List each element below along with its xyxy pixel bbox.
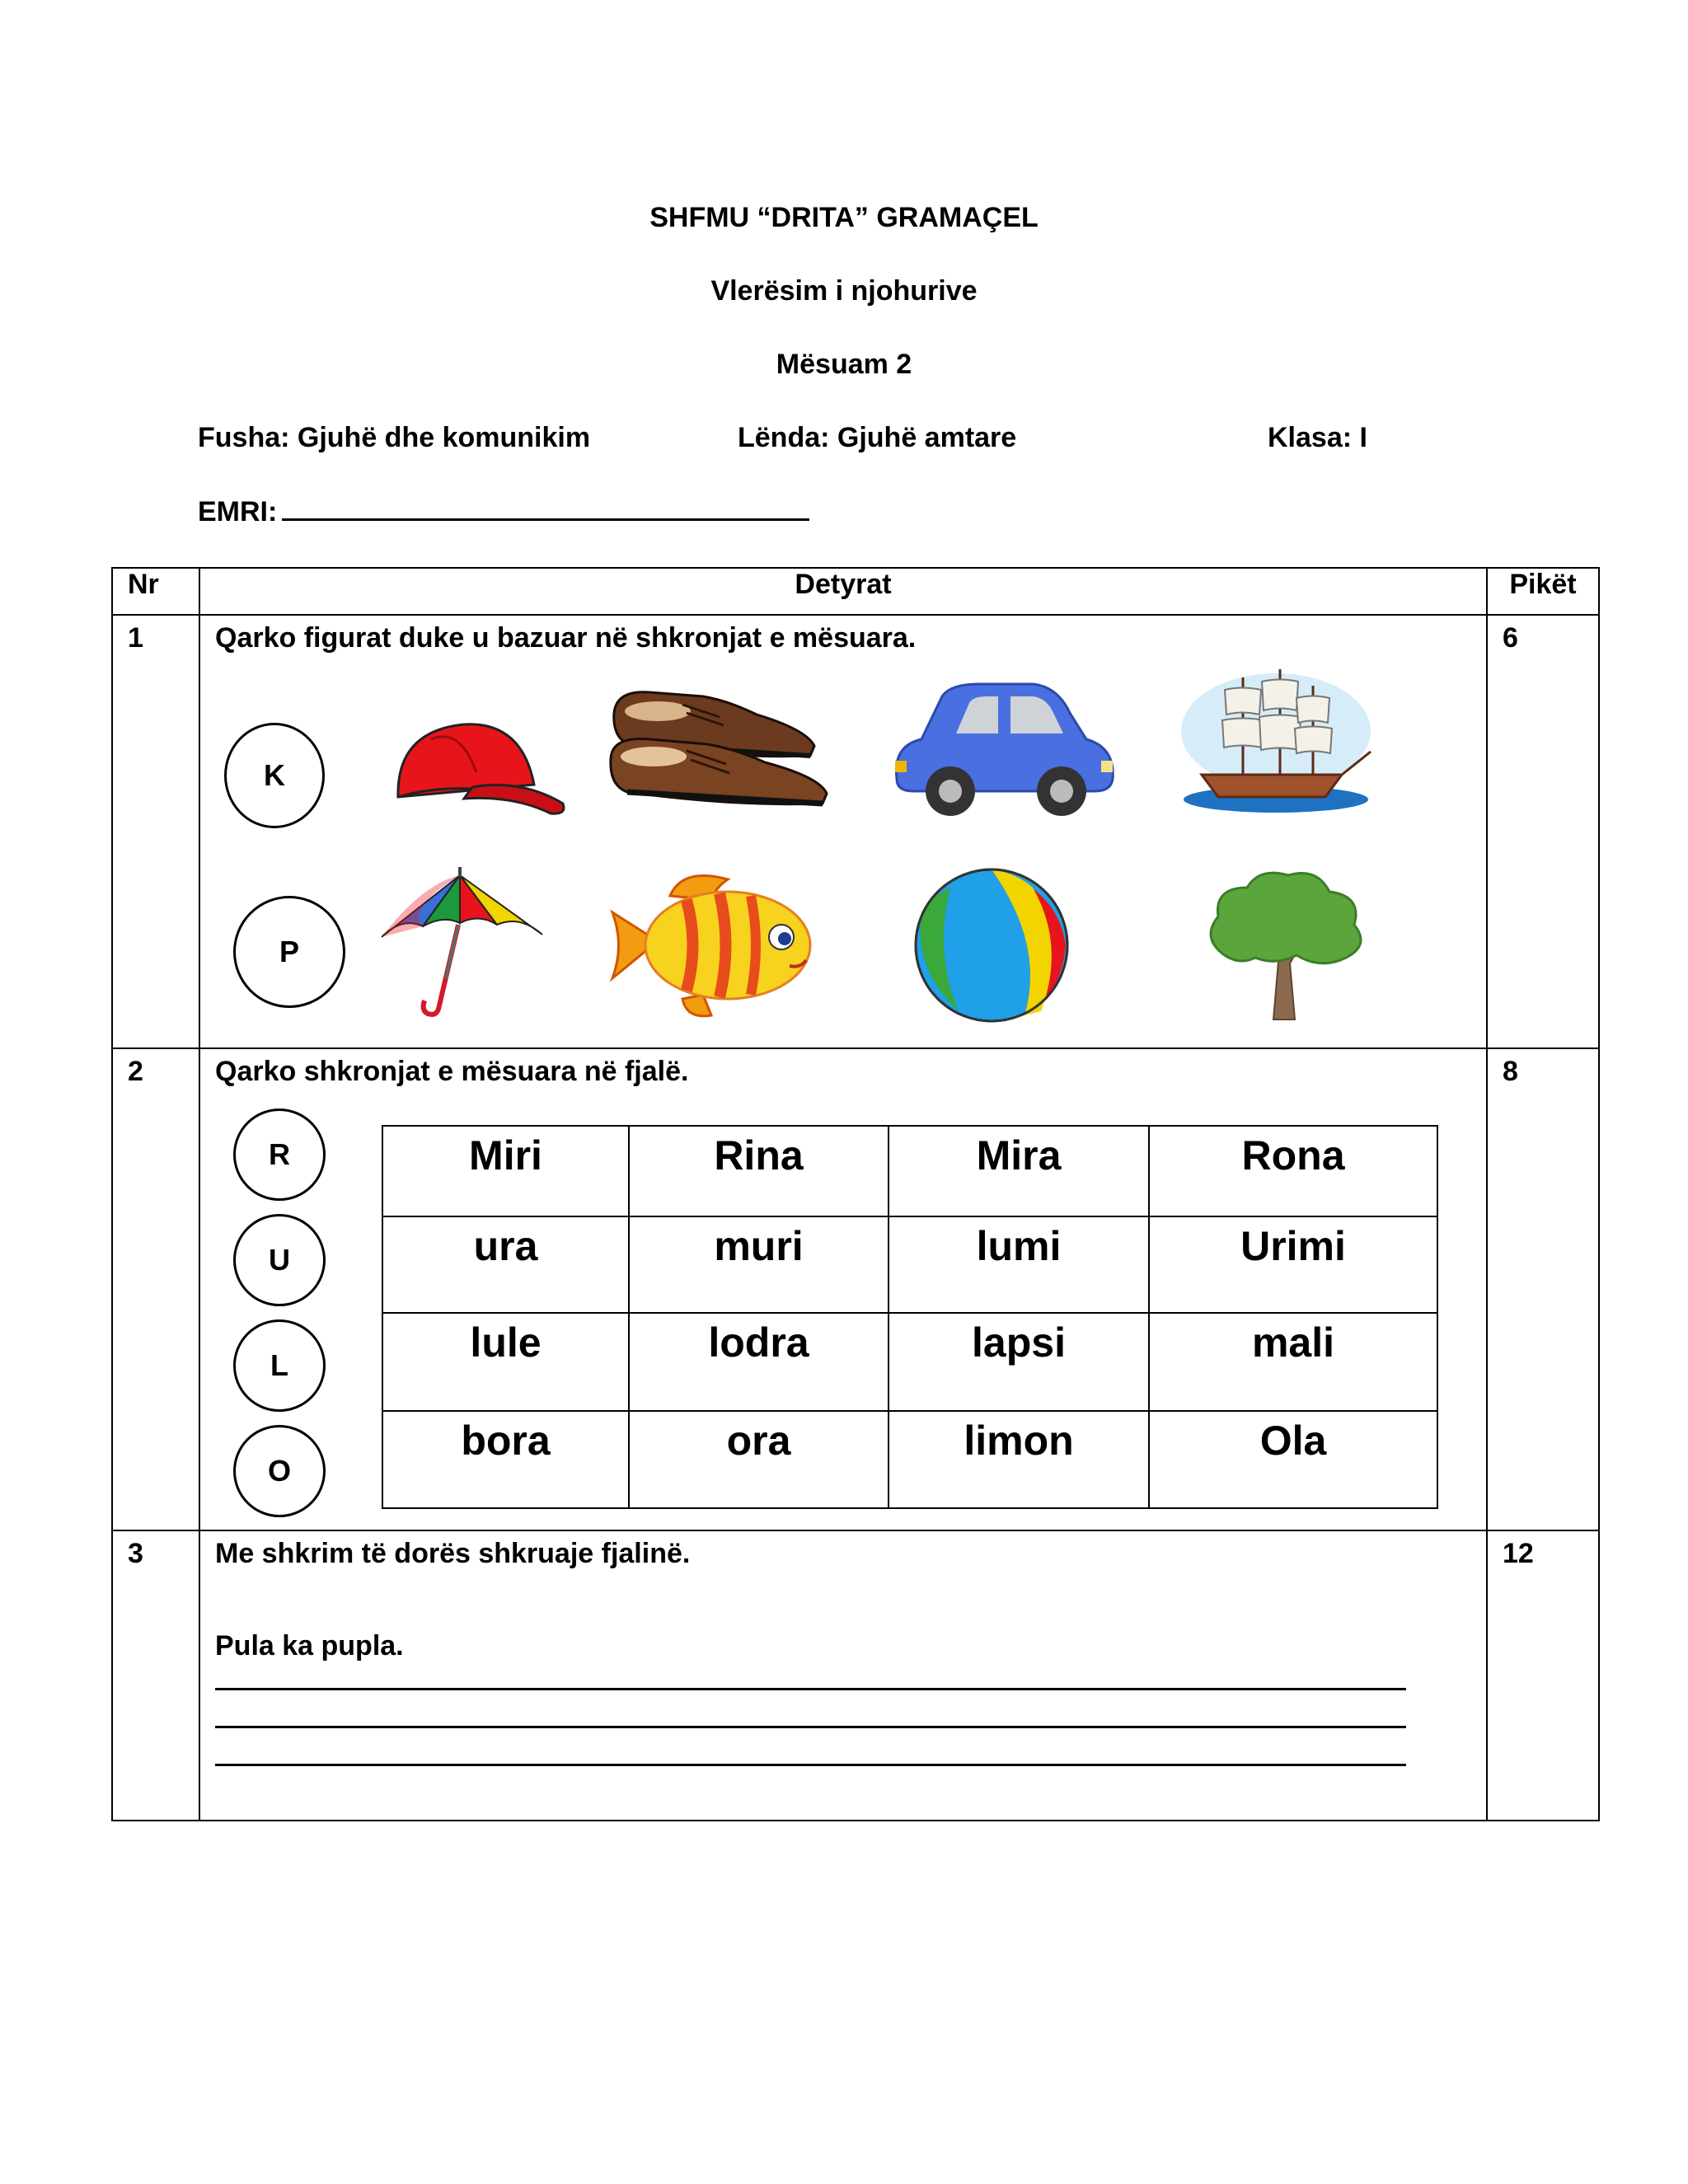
name-blank[interactable]	[282, 495, 809, 521]
letter-circle-k: K	[224, 723, 325, 828]
task-title: Qarko shkronjat e mësuara në fjalë.	[215, 1056, 689, 1087]
word-cell[interactable]: muri	[629, 1216, 889, 1313]
letter-circle-o: O	[233, 1425, 326, 1517]
letter-circle-u: U	[233, 1214, 326, 1306]
word-cell[interactable]: lumi	[889, 1216, 1149, 1313]
letter-circle-p: P	[233, 896, 345, 1008]
word-cell[interactable]: Mira	[889, 1126, 1149, 1216]
words-row	[382, 1313, 1437, 1411]
task-points: 8	[1487, 1048, 1599, 1530]
school-name: SHFMU “DRITA” GRAMAÇEL	[649, 202, 1039, 233]
task-title: Qarko figurat duke u bazuar në shkronjat e mësuara.	[215, 622, 917, 654]
fish-icon[interactable]	[604, 863, 818, 1028]
writing-line[interactable]	[215, 1726, 1406, 1728]
task-number: 2	[112, 1048, 199, 1530]
table-row	[112, 1530, 1599, 1821]
ship-icon[interactable]	[1177, 661, 1375, 818]
letter-circle-l: L	[233, 1319, 326, 1412]
car-icon[interactable]	[889, 680, 1119, 820]
word-cell[interactable]: ura	[382, 1216, 629, 1313]
writing-line[interactable]	[215, 1688, 1406, 1690]
table-row	[112, 1048, 1599, 1530]
word-cell[interactable]: lapsi	[889, 1313, 1149, 1411]
word-cell[interactable]: Miri	[382, 1126, 629, 1216]
task-2-cell	[199, 1048, 1487, 1530]
word-cell[interactable]: Ola	[1149, 1411, 1437, 1508]
word-cell[interactable]: Rona	[1149, 1126, 1437, 1216]
writing-line[interactable]	[215, 1764, 1406, 1766]
words-row	[382, 1411, 1437, 1508]
word-cell[interactable]: lodra	[629, 1313, 889, 1411]
task-points: 12	[1487, 1530, 1599, 1821]
words-row	[382, 1216, 1437, 1313]
shoes-icon[interactable]	[604, 680, 835, 812]
document-title: Vlerësim i njohurive	[710, 275, 978, 307]
cap-icon[interactable]	[382, 706, 571, 826]
word-cell[interactable]: ora	[629, 1411, 889, 1508]
header-nr: Nr	[112, 568, 199, 615]
student-name-row	[198, 495, 809, 528]
header-points: Pikët	[1487, 568, 1599, 615]
sentence-to-copy: Pula ka pupla.	[215, 1630, 404, 1661]
task-number: 3	[112, 1530, 199, 1821]
word-cell[interactable]: bora	[382, 1411, 629, 1508]
task-1-cell	[199, 615, 1487, 1048]
word-cell[interactable]: lule	[382, 1313, 629, 1411]
tasks-table	[111, 567, 1600, 1821]
task-title: Me shkrim të dorës shkruaje fjalinë.	[215, 1538, 691, 1569]
task-number: 1	[112, 615, 199, 1048]
words-row	[382, 1126, 1437, 1216]
task-points: 6	[1487, 615, 1599, 1048]
letter-circle-r: R	[233, 1108, 326, 1201]
ball-icon[interactable]	[901, 863, 1082, 1028]
umbrella-icon[interactable]	[373, 859, 551, 1024]
name-label: EMRI:	[198, 496, 278, 527]
subject-label: Lënda: Gjuhë amtare	[738, 422, 1017, 453]
word-cell[interactable]: mali	[1149, 1313, 1437, 1411]
field-label: Fusha: Gjuhë dhe komunikim	[198, 422, 591, 453]
word-cell[interactable]: Rina	[629, 1126, 889, 1216]
document-subtitle: Mësuam 2	[776, 349, 912, 380]
word-cell[interactable]: Urimi	[1149, 1216, 1437, 1313]
words-table	[382, 1125, 1438, 1509]
table-header-row	[112, 568, 1599, 615]
grade-label: Klasa: I	[1268, 422, 1367, 453]
tree-icon[interactable]	[1198, 863, 1371, 1028]
word-cell[interactable]: limon	[889, 1411, 1149, 1508]
task-3-cell	[199, 1530, 1487, 1821]
table-row	[112, 615, 1599, 1048]
header-tasks: Detyrat	[199, 568, 1487, 615]
